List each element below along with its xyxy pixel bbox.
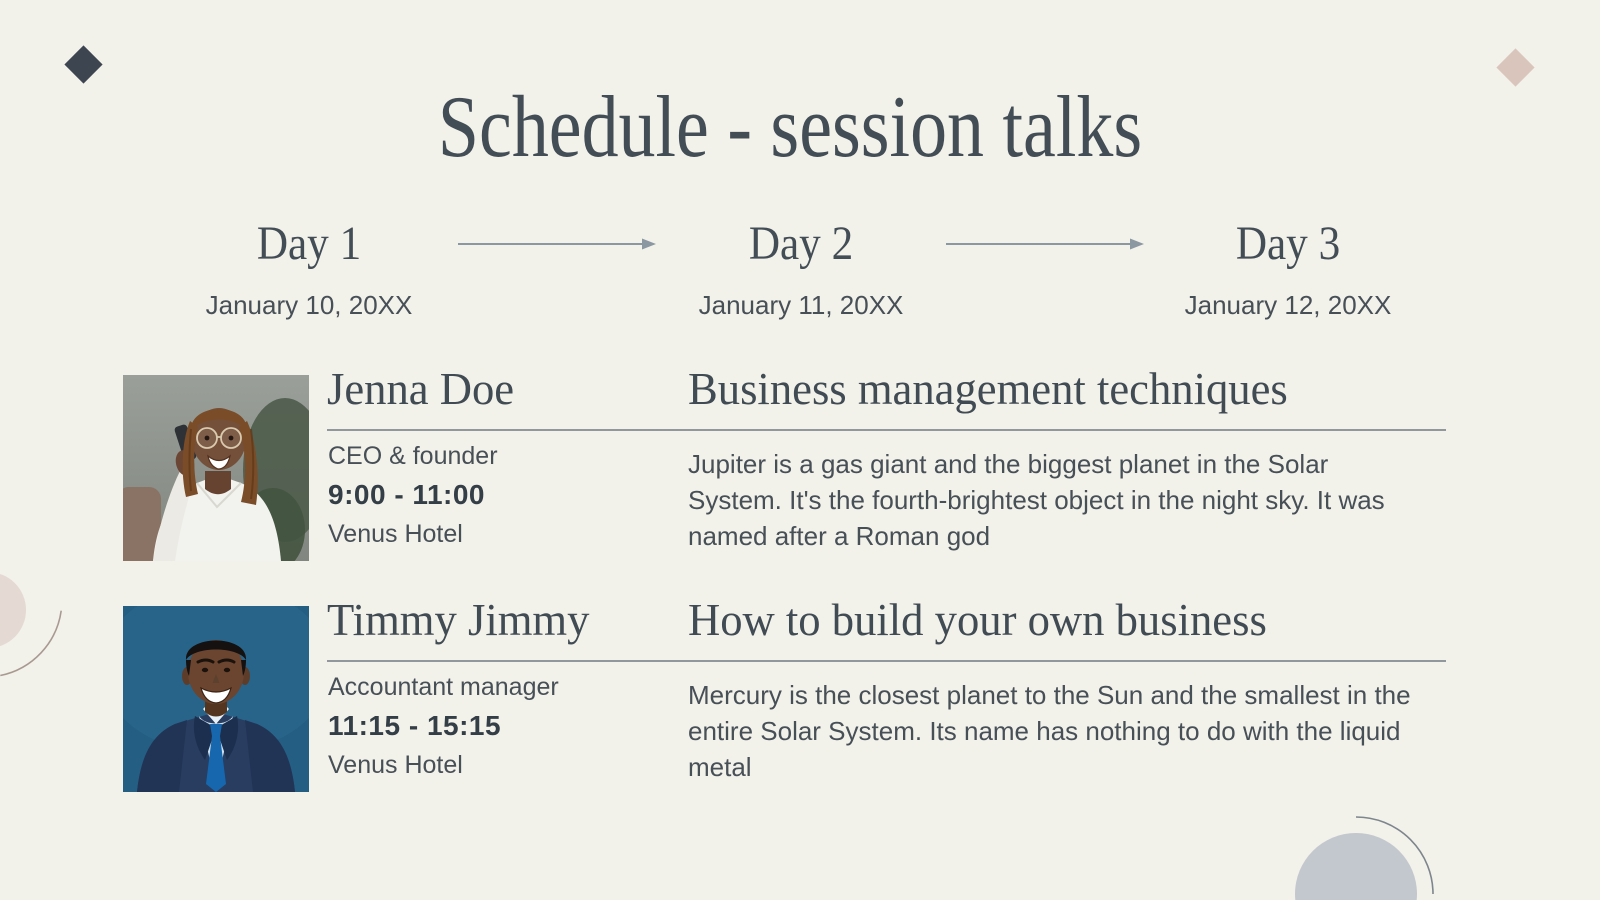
circle-accent-left xyxy=(0,572,26,648)
bottom-right-circle-accent xyxy=(1270,800,1450,900)
talk-description: Jupiter is a gas giant and the biggest planet in the Solar System. It's the fourth-brightest object in the night sky. It was named after a Roman god xyxy=(688,449,1385,551)
circle-accent-bottom-right xyxy=(1295,833,1417,900)
speaker-role: Accountant manager xyxy=(328,673,559,701)
day-1-label: Day 1 xyxy=(256,217,362,270)
diamond-accent-dark-icon xyxy=(64,45,102,83)
arrow-right-icon xyxy=(944,236,1146,252)
session-time: 9:00 - 11:00 xyxy=(328,479,485,510)
talk-title: Business management techniques xyxy=(688,363,1288,414)
slide-title: Schedule - session talks xyxy=(437,79,1143,176)
talk-description: Mercury is the closest planet to the Sun and the smallest in the entire Solar System. Its name has nothing to do with the liquid metal xyxy=(688,680,1411,782)
talk-title: How to build your own business xyxy=(688,594,1267,645)
day-3-label: Day 3 xyxy=(1235,217,1341,270)
day-column-1 xyxy=(149,217,469,320)
speaker-photo-woman-on-phone xyxy=(123,375,309,561)
day-column-3 xyxy=(1128,217,1448,320)
day-2-date: January 11, 20XX xyxy=(698,290,904,320)
divider-line xyxy=(327,429,1446,431)
session-time: 11:15 - 15:15 xyxy=(328,710,502,741)
speaker-photo-man-in-suit xyxy=(123,606,309,792)
speaker-name: Jenna Doe xyxy=(327,363,515,414)
divider-line xyxy=(327,660,1446,662)
day-1-date: January 10, 20XX xyxy=(205,290,413,320)
diamond-accent-tan-icon xyxy=(1496,48,1534,86)
speaker-name: Timmy Jimmy xyxy=(327,594,590,645)
arrow-right-icon xyxy=(456,236,658,252)
day-column-2 xyxy=(641,217,961,320)
day-3-date: January 12, 20XX xyxy=(1184,290,1392,320)
session-venue: Venus Hotel xyxy=(328,751,463,779)
session-venue: Venus Hotel xyxy=(328,520,463,548)
day-2-label: Day 2 xyxy=(748,217,854,270)
left-edge-circle-accent xyxy=(0,540,130,740)
speaker-role: CEO & founder xyxy=(328,442,498,470)
